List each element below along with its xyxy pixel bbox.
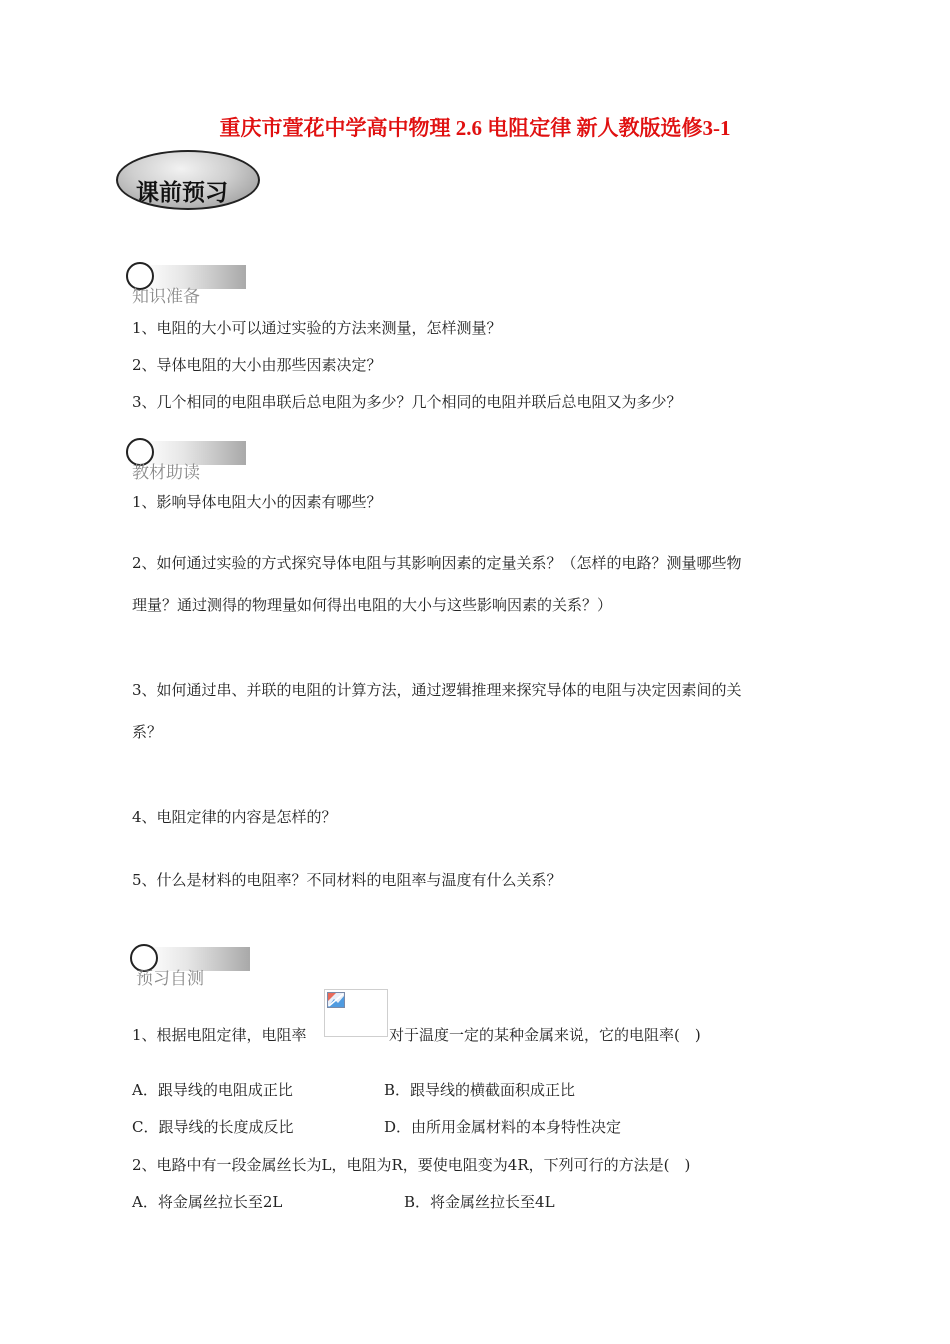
- question-item: 3、几个相同的电阻串联后总电阻为多少？几个相同的电阻并联后总电阻又为多少？: [132, 393, 682, 411]
- answer-option-a: A．将金属丝拉长至2L: [132, 1193, 283, 1211]
- answer-option-d: D．由所用金属材料的本身特性决定: [384, 1118, 622, 1136]
- question-1-text-after: 对于温度一定的某种金属来说，它的电阻率( ): [389, 1026, 701, 1044]
- section-label: 知识准备: [132, 287, 200, 307]
- question-item: 2、如何通过实验的方式探究导体电阻与其影响因素的定量关系？（怎样的电路？测量哪些物: [132, 554, 742, 572]
- section-label: 预习自测: [136, 969, 204, 989]
- answer-option-c: C．跟导线的长度成反比: [132, 1118, 294, 1136]
- question-item: 5、什么是材料的电阻率？不同材料的电阻率与温度有什么关系？: [132, 871, 562, 889]
- broken-image-icon: [327, 992, 345, 1008]
- question-item-continuation: 系？: [132, 723, 163, 741]
- document-title: 重庆市萱花中学高中物理 2.6 电阻定律 新人教版选修3-1: [219, 116, 731, 140]
- question-item: 1、电阻的大小可以通过实验的方法来测量，怎样测量？: [132, 319, 502, 337]
- question-item: 3、如何通过串、并联的电阻的计算方法，通过逻辑推理来探究导体的电阻与决定因素间的关: [132, 681, 742, 699]
- question-1-text-before: 1、根据电阻定律，电阻率: [132, 1026, 307, 1044]
- formula-image-placeholder: [324, 989, 388, 1037]
- main-section-label: 课前预习: [136, 180, 228, 206]
- question-item: 2、导体电阻的大小由那些因素决定？: [132, 356, 382, 374]
- question-item: 4、电阻定律的内容是怎样的？: [132, 808, 337, 826]
- answer-option-b: B．将金属丝拉长至4L: [404, 1193, 555, 1211]
- question-item: 1、影响导体电阻大小的因素有哪些？: [132, 493, 382, 511]
- section-label: 教材助读: [132, 463, 200, 483]
- answer-option-b: B．跟导线的横截面积成正比: [384, 1081, 576, 1099]
- question-2-text: 2、电路中有一段金属丝长为L，电阻为R，要使电阻变为4R，下列可行的方法是( ): [132, 1156, 691, 1174]
- question-item-continuation: 理量？通过测得的物理量如何得出电阻的大小与这些影响因素的关系？）: [132, 596, 613, 614]
- answer-option-a: A．跟导线的电阻成正比: [132, 1081, 293, 1099]
